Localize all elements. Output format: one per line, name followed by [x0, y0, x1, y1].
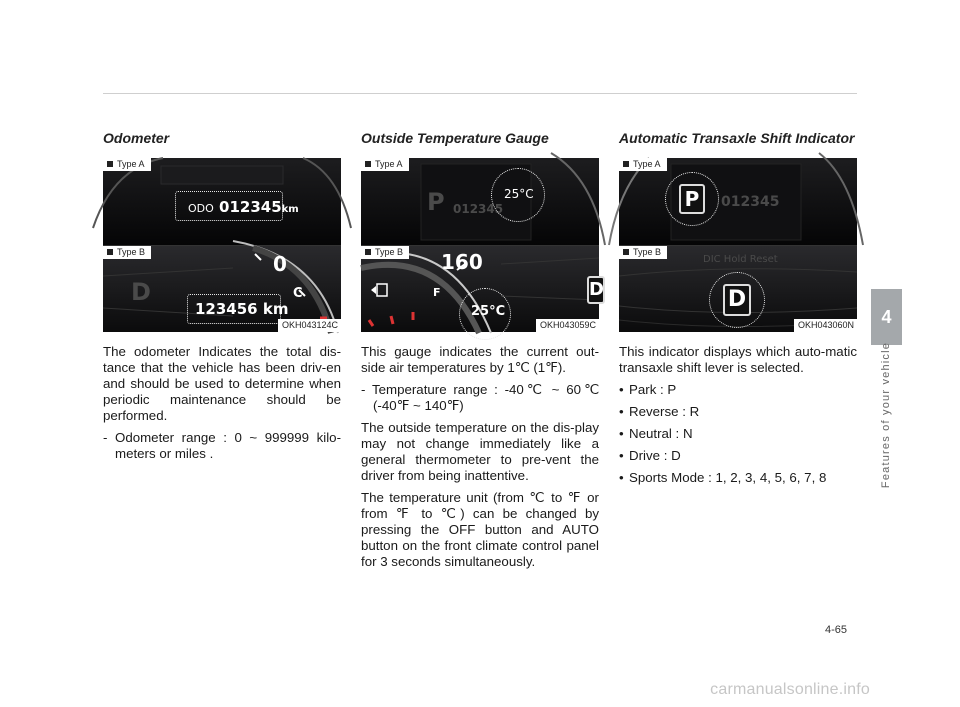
square-bullet-icon: [623, 161, 629, 167]
dash-list-item: - Temperature range : -40℃ ~ 60℃ (-40℉ ~ 140℉): [361, 382, 599, 413]
figure-code: OKH043124C: [278, 319, 341, 332]
section-outside-temperature: [361, 130, 604, 576]
gear-indicator-bg: D: [131, 278, 151, 306]
top-rule: [103, 93, 857, 94]
gear-indicator: D: [587, 276, 605, 304]
speedometer-label: 160: [441, 250, 483, 274]
temp-cold-label: C: [293, 286, 303, 301]
list-item: • Sports Mode : 1, 2, 3, 4, 5, 6, 7, 8: [619, 470, 857, 486]
square-bullet-icon: [365, 249, 371, 255]
gear-indicator: D: [723, 284, 751, 316]
figure-panel-type-b: [619, 245, 857, 332]
paragraph: The odometer Indicates the total dis-tance that the vehicle has been driv-en and should be used to determine when periodic maintenance should be performed.: [103, 344, 341, 423]
outside-temperature-readout: 25°C: [504, 187, 534, 201]
list-item: • Neutral : N: [619, 426, 857, 442]
figure-code: OKH043060N: [794, 319, 857, 332]
outside-temperature-readout: 25°C: [471, 304, 506, 319]
figure-panel-type-a: [619, 158, 857, 245]
paragraph: The temperature unit (from ℃ to ℉ or from ℉ to ℃) can be changed by pressing the OFF button and AUTO button on the front climate control panel for 3 seconds simultaneously.: [361, 490, 599, 569]
section-body: [361, 344, 599, 570]
gear-indicator-bg: P: [427, 188, 445, 216]
odometer-bg: 012345: [721, 194, 780, 210]
odometer-bg: 012345: [453, 202, 504, 216]
section-odometer: [103, 130, 341, 468]
paragraph: The outside temperature on the dis-play may not change immediately like a general thermometer to pre-vent the driver from being inattentive.: [361, 420, 599, 483]
type-b-tag: Type B: [103, 246, 151, 259]
section-heading: Odometer: [103, 130, 170, 146]
gear-indicator: P: [679, 184, 705, 214]
page-number: 4-65: [825, 624, 848, 636]
type-a-tag: Type A: [361, 158, 409, 171]
square-bullet-icon: [623, 249, 629, 255]
shift-indicator-figure: [619, 158, 857, 332]
fuel-full-label: F: [433, 286, 441, 299]
paragraph: This gauge indicates the current out-side air temperatures by 1℃ (1℉).: [361, 344, 599, 375]
section-shift-indicator: [619, 130, 857, 492]
figure-panel-type-b: [361, 245, 604, 332]
odometer-readout: ODO 012345km: [188, 198, 299, 216]
section-heading: Automatic Transaxle Shift Indicator: [619, 130, 855, 146]
chapter-tab: 4: [871, 289, 902, 345]
figure-panel-type-b: [103, 245, 341, 332]
temperature-figure: [361, 158, 604, 332]
dic-hold-reset-bg: DIC Hold Reset: [703, 254, 778, 265]
watermark: carmanualsonline.info: [710, 681, 870, 698]
type-b-tag: Type B: [361, 246, 409, 259]
figure-panel-type-a: [361, 158, 599, 245]
square-bullet-icon: [107, 161, 113, 167]
odometer-readout: 123456 km: [195, 300, 289, 318]
odometer-figure: [103, 158, 341, 332]
figure-panel-type-a: [103, 158, 341, 245]
dash-list-item: - Odometer range : 0 ~ 999999 kilo-meters or miles .: [103, 430, 341, 461]
type-a-tag: Type A: [619, 158, 667, 171]
square-bullet-icon: [365, 161, 371, 167]
type-a-tag: Type A: [103, 158, 151, 171]
tachometer-zero-label: 0: [273, 252, 287, 276]
section-body: [619, 344, 857, 486]
list-item: • Park : P: [619, 382, 857, 398]
list-item: • Reverse : R: [619, 404, 857, 420]
gear-list: [619, 382, 857, 486]
paragraph: This indicator displays which auto-matic transaxle shift lever is selected.: [619, 344, 857, 375]
figure-code: OKH043059C: [536, 319, 599, 332]
section-heading: Outside Temperature Gauge: [361, 130, 549, 146]
section-body: [103, 344, 341, 462]
square-bullet-icon: [107, 249, 113, 255]
type-b-tag: Type B: [619, 246, 667, 259]
list-item: • Drive : D: [619, 448, 857, 464]
